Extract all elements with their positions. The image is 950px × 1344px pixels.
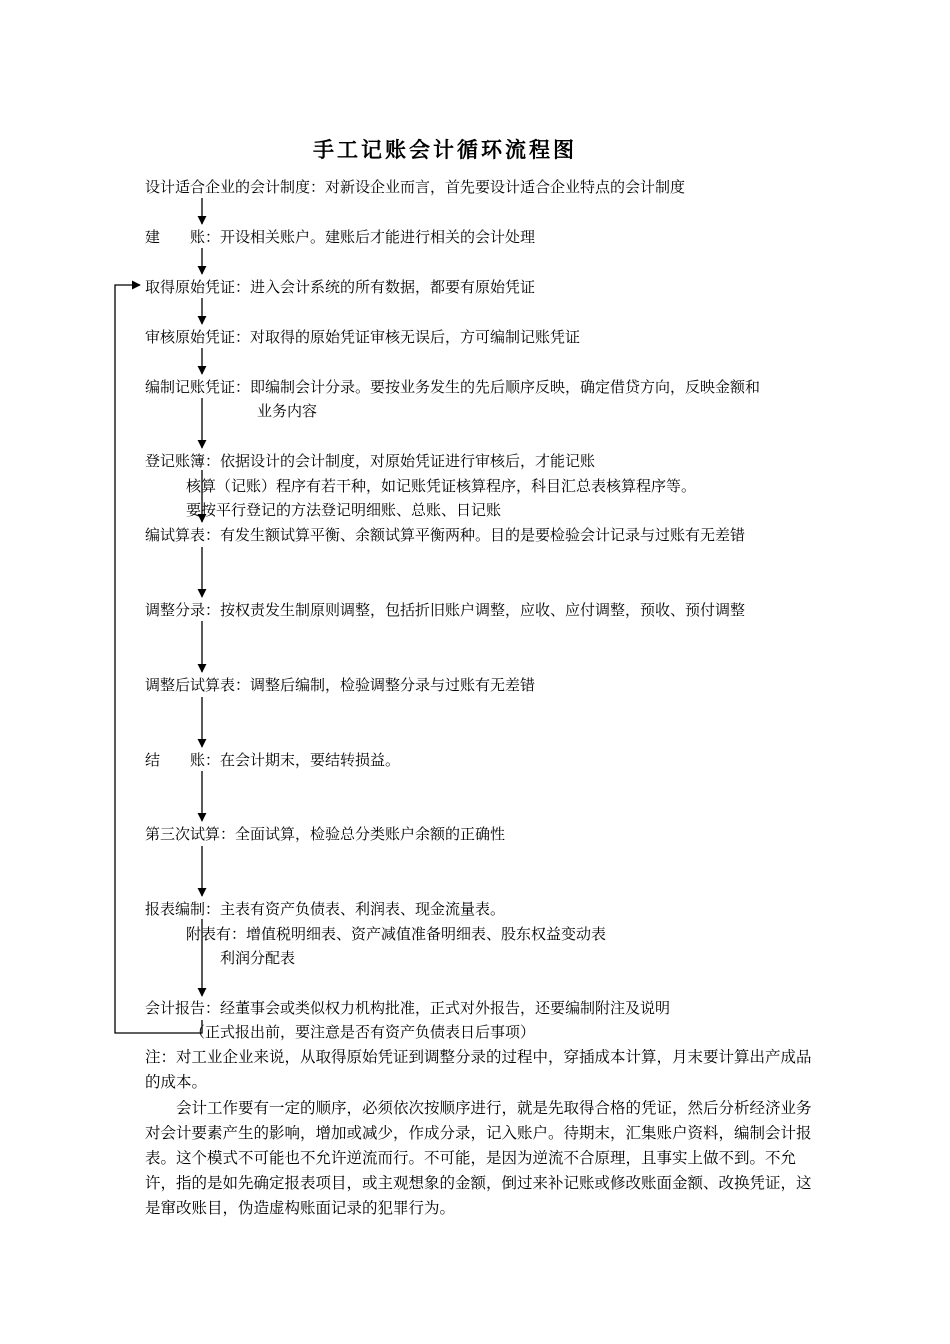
- step-reporting: 会计报告：经董事会或类似权力机构批准，正式对外报告，还要编制附注及说明: [145, 999, 671, 1017]
- step-post-ledgers-sub2: 要按平行登记的方法登记明细账、总账、日记账: [186, 501, 502, 519]
- body-paragraph: 会计工作要有一定的顺序，必须依次按顺序进行，就是先取得合格的凭证，然后分析经济业务对会计要素产生的影响，增加或减少，作成分录，记入账户。待期末，汇集账户资料，编制会计报表。这个模式不可能也不允许逆流而行。不可能，是因为逆流不合原理，且事实上做不到。不允许，指的是如先确定报表项目，或主观想象的金额，倒过来补记账或修改账面金额、改换凭证，这是窜改账目，伪造虚构账面记录的犯罪行为。: [145, 1099, 812, 1217]
- step-post-ledgers-sub1: 核算（记账）程序有若干种，如记账凭证核算程序，科目汇总表核算程序等。: [186, 477, 697, 495]
- step-obtain-vouchers: 取得原始凭证：进入会计系统的所有数据，都要有原始凭证: [145, 278, 536, 296]
- step-review-vouchers: 审核原始凭证：对取得的原始凭证审核无误后，方可编制记账凭证: [145, 328, 581, 346]
- step-statements-sub2: 利润分配表: [220, 949, 296, 967]
- step-statements-sub1: 附表有：增值税明细表、资产减值准备明细表、股东权益变动表: [186, 925, 607, 943]
- step-trial-balance: 编试算表：有发生额试算平衡、余额试算平衡两种。目的是要检验会计记录与过账有无差错: [145, 526, 746, 544]
- step-reporting-sub1: （正式报出前，要注意是否有资产负债表日后事项）: [190, 1023, 536, 1041]
- step-prepare-entries: 编制记账凭证：即编制会计分录。要按业务发生的先后顺序反映，确定借贷方向，反映金额和: [145, 378, 761, 396]
- step-third-trial: 第三次试算：全面试算，检验总分类账户余额的正确性: [145, 825, 506, 843]
- step-closing: 结 账：在会计期末，要结转损益。: [145, 751, 401, 769]
- step-post-ledgers: 登记账簿：依据设计的会计制度，对原始凭证进行审核后，才能记账: [145, 452, 596, 470]
- step-statements: 报表编制：主表有资产负债表、利润表、现金流量表。: [145, 900, 506, 918]
- step-adjusting-entries: 调整分录：按权责发生制原则调整，包括折旧账户调整，应收、应付调整，预收、预付调整: [145, 601, 746, 619]
- step-prepare-entries-cont: 业务内容: [257, 402, 318, 420]
- step-adjusted-trial-balance: 调整后试算表：调整后编制，检验调整分录与过账有无差错: [145, 676, 536, 694]
- note-text: 注：对工业企业来说，从取得原始凭证到调整分录的过程中，穿插成本计算，月末要计算出产成品的成本。: [145, 1048, 812, 1091]
- step-design-system: 设计适合企业的会计制度：对新设企业而言，首先要设计适合企业特点的会计制度: [145, 178, 686, 196]
- feedback-loop-arrow: [115, 285, 202, 1033]
- step-open-accounts: 建 账：开设相关账户。建账后才能进行相关的会计处理: [145, 228, 536, 246]
- page-title: 手工记账会计循环流程图: [313, 137, 577, 162]
